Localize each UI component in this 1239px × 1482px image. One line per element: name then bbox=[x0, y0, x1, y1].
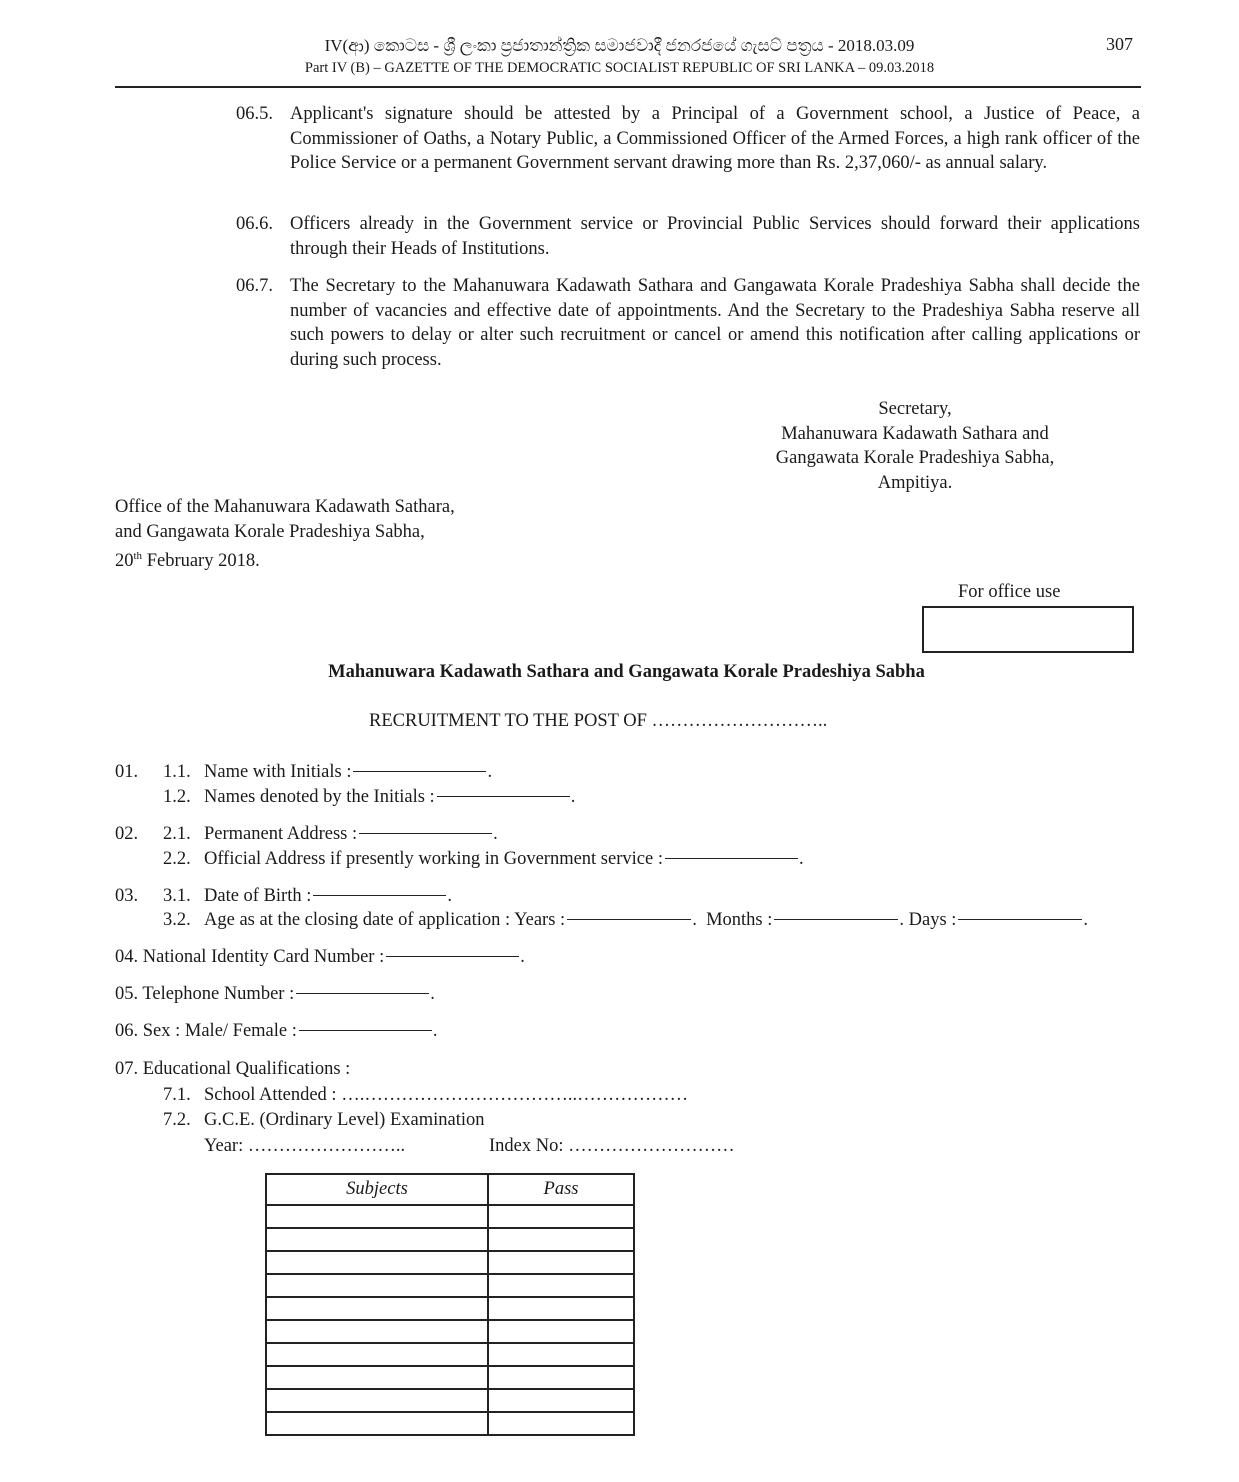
office-address bbox=[115, 495, 455, 574]
signature-place: Ampitiya. bbox=[877, 472, 953, 493]
educational-qualifications-heading: 07. Educational Qualifications : bbox=[115, 1059, 351, 1079]
field-label: 05. Telephone Number : bbox=[115, 984, 295, 1004]
sex-blank[interactable] bbox=[299, 1030, 432, 1031]
table-row bbox=[266, 1228, 634, 1251]
name-with-initials-blank[interactable] bbox=[353, 771, 486, 772]
office-line: and Gangawata Korale Pradeshiya Sabha, bbox=[115, 521, 425, 542]
paragraph-number: 06.7. bbox=[236, 276, 273, 296]
subject-cell[interactable] bbox=[266, 1320, 488, 1343]
subjects-table-body bbox=[266, 1205, 634, 1435]
paragraph-text: Officers already in the Government service or Provincial Public Services should forward their applications through their Heads of Institutions. bbox=[290, 214, 1140, 259]
official-address-field: Official Address if presently working in Government service : . bbox=[204, 849, 804, 869]
age-years-blank[interactable] bbox=[567, 919, 691, 920]
office-use-label: For office use bbox=[958, 582, 1061, 602]
nic-number-field: 04. National Identity Card Number : . bbox=[115, 947, 525, 967]
paragraph-06-5 bbox=[236, 102, 1140, 176]
subject-cell[interactable] bbox=[266, 1251, 488, 1274]
q02-1-number: 2.1. bbox=[163, 824, 191, 844]
field-label: 04. National Identity Card Number : bbox=[115, 947, 385, 967]
paragraph-06-6 bbox=[236, 212, 1140, 261]
date-of-birth-blank[interactable] bbox=[313, 895, 446, 896]
table-row bbox=[266, 1389, 634, 1412]
telephone-blank[interactable] bbox=[296, 993, 429, 994]
field-label: Names denoted by the Initials : bbox=[204, 787, 435, 807]
field-label: 06. Sex : Male/ Female : bbox=[115, 1021, 297, 1041]
table-row bbox=[266, 1205, 634, 1228]
subject-cell[interactable] bbox=[266, 1412, 488, 1435]
office-line: Office of the Mahanuwara Kadawath Sathara, bbox=[115, 497, 455, 517]
q02-2-number: 2.2. bbox=[163, 849, 191, 869]
date-suffix: th bbox=[133, 550, 143, 562]
name-with-initials-field: Name with Initials : . bbox=[204, 762, 493, 782]
paragraph-text: Applicant's signature should be attested by a Principal of a Government school, a Justice of Peace, a Commissioner of Oaths, a Notary Public, a Commissioned Officer of the Armed Forces, a high rank officer of the Police Service or a permanent Government servant drawing more than Rs. 2,37,060/- as annual salary. bbox=[290, 104, 1140, 174]
q01-number: 01. bbox=[115, 762, 139, 782]
header-rule bbox=[115, 86, 1141, 88]
age-days-blank[interactable] bbox=[958, 919, 1082, 920]
age-field: Age as at the closing date of application : Years : . Months : . Days : . bbox=[204, 910, 1089, 930]
date-of-birth-field: Date of Birth : . bbox=[204, 886, 453, 906]
q03-1-number: 3.1. bbox=[163, 886, 191, 906]
paragraph-06-7 bbox=[236, 274, 1140, 372]
exam-year-field: Year: …………………….. bbox=[204, 1136, 406, 1156]
names-denoted-blank[interactable] bbox=[437, 796, 570, 797]
pass-cell[interactable] bbox=[488, 1251, 634, 1274]
signature-title: Secretary, bbox=[878, 399, 952, 419]
q03-2-number: 3.2. bbox=[163, 910, 191, 930]
form-title: Mahanuwara Kadawath Sathara and Gangawata Korale Pradeshiya Sabha bbox=[328, 662, 925, 682]
table-row bbox=[266, 1251, 634, 1274]
table-row bbox=[266, 1343, 634, 1366]
signature-line: Gangawata Korale Pradeshiya Sabha, bbox=[775, 448, 1055, 468]
permanent-address-field: Permanent Address : . bbox=[204, 824, 498, 844]
nic-number-blank[interactable] bbox=[386, 956, 519, 957]
date-rest: February 2018. bbox=[142, 551, 260, 572]
table-row bbox=[266, 1297, 634, 1320]
q01-1-number: 1.1. bbox=[163, 762, 191, 782]
date-day: 20 bbox=[115, 551, 134, 572]
telephone-field: 05. Telephone Number : . bbox=[115, 984, 435, 1004]
paragraph-text: The Secretary to the Mahanuwara Kadawath Sathara and Gangawata Korale Pradeshiya Sabha shall decide the number of vacancies and effective date of appointments. And the Secretary to the Pradeshiya Sabha reserve all such powers to delay or alter such recruitment or cancel or amend this notification after calling applications or during such process. bbox=[290, 276, 1140, 370]
q07-2-number: 7.2. bbox=[163, 1110, 191, 1130]
signature-line: Mahanuwara Kadawath Sathara and bbox=[781, 423, 1049, 444]
subjects-header: Subjects bbox=[266, 1174, 488, 1205]
pass-cell[interactable] bbox=[488, 1366, 634, 1389]
table-row bbox=[266, 1320, 634, 1343]
pass-cell[interactable] bbox=[488, 1343, 634, 1366]
subject-cell[interactable] bbox=[266, 1228, 488, 1251]
names-denoted-field: Names denoted by the Initials : . bbox=[204, 787, 576, 807]
subject-cell[interactable] bbox=[266, 1389, 488, 1412]
gce-ol-heading: G.C.E. (Ordinary Level) Examination bbox=[204, 1110, 485, 1130]
field-label: Official Address if presently working in Government service : bbox=[204, 849, 663, 869]
days-label: Days : bbox=[908, 910, 957, 930]
permanent-address-blank[interactable] bbox=[359, 833, 492, 834]
months-label: Months : bbox=[706, 910, 773, 930]
index-number-field: Index No: ……………………… bbox=[489, 1136, 735, 1156]
q01-2-number: 1.2. bbox=[163, 787, 191, 807]
subjects-table bbox=[265, 1173, 635, 1436]
recruitment-line: RECRUITMENT TO THE POST OF ……………………….. bbox=[369, 711, 828, 731]
sex-field: 06. Sex : Male/ Female : . bbox=[115, 1021, 438, 1041]
pass-cell[interactable] bbox=[488, 1205, 634, 1228]
field-label: Date of Birth : bbox=[204, 886, 312, 906]
q07-1-number: 7.1. bbox=[163, 1085, 191, 1105]
subject-cell[interactable] bbox=[266, 1205, 488, 1228]
table-row bbox=[266, 1274, 634, 1297]
official-address-blank[interactable] bbox=[665, 858, 798, 859]
school-attended-field: School Attended : ….……………………………..……………… bbox=[204, 1085, 689, 1105]
pass-cell[interactable] bbox=[488, 1320, 634, 1343]
office-date bbox=[115, 544, 455, 574]
pass-header: Pass bbox=[488, 1174, 634, 1205]
subject-cell[interactable] bbox=[266, 1343, 488, 1366]
table-header-row bbox=[266, 1174, 634, 1205]
field-label: Name with Initials : bbox=[204, 762, 352, 782]
gazette-header-sinhala: IV(ආ) කොටස - ශ්‍රී ලංකා ප්‍රජාතාන්ත්‍රික සමාජවාදී ජනරජයේ ගැසට් පත්‍රය - 2018.03.09 bbox=[324, 36, 915, 55]
signature-block bbox=[740, 397, 1090, 495]
q02-number: 02. bbox=[115, 824, 139, 844]
age-months-blank[interactable] bbox=[774, 919, 898, 920]
q03-number: 03. bbox=[115, 886, 139, 906]
table-row bbox=[266, 1366, 634, 1389]
page-number: 307 bbox=[1106, 34, 1133, 54]
gazette-header-english: Part IV (B) – GAZETTE OF THE DEMOCRATIC SOCIALIST REPUBLIC OF SRI LANKA – 09.03.2018 bbox=[304, 60, 935, 76]
subject-cell[interactable] bbox=[266, 1274, 488, 1297]
paragraph-number: 06.5. bbox=[236, 104, 273, 124]
pass-cell[interactable] bbox=[488, 1412, 634, 1435]
pass-cell[interactable] bbox=[488, 1274, 634, 1297]
pass-cell[interactable] bbox=[488, 1228, 634, 1251]
paragraph-number: 06.6. bbox=[236, 214, 273, 234]
pass-cell[interactable] bbox=[488, 1297, 634, 1320]
pass-cell[interactable] bbox=[488, 1389, 634, 1412]
subject-cell[interactable] bbox=[266, 1366, 488, 1389]
field-label: Permanent Address : bbox=[204, 824, 358, 844]
field-label: Age as at the closing date of application : Years : bbox=[204, 910, 566, 930]
subject-cell[interactable] bbox=[266, 1297, 488, 1320]
table-row bbox=[266, 1412, 634, 1435]
office-use-box[interactable] bbox=[922, 606, 1134, 653]
